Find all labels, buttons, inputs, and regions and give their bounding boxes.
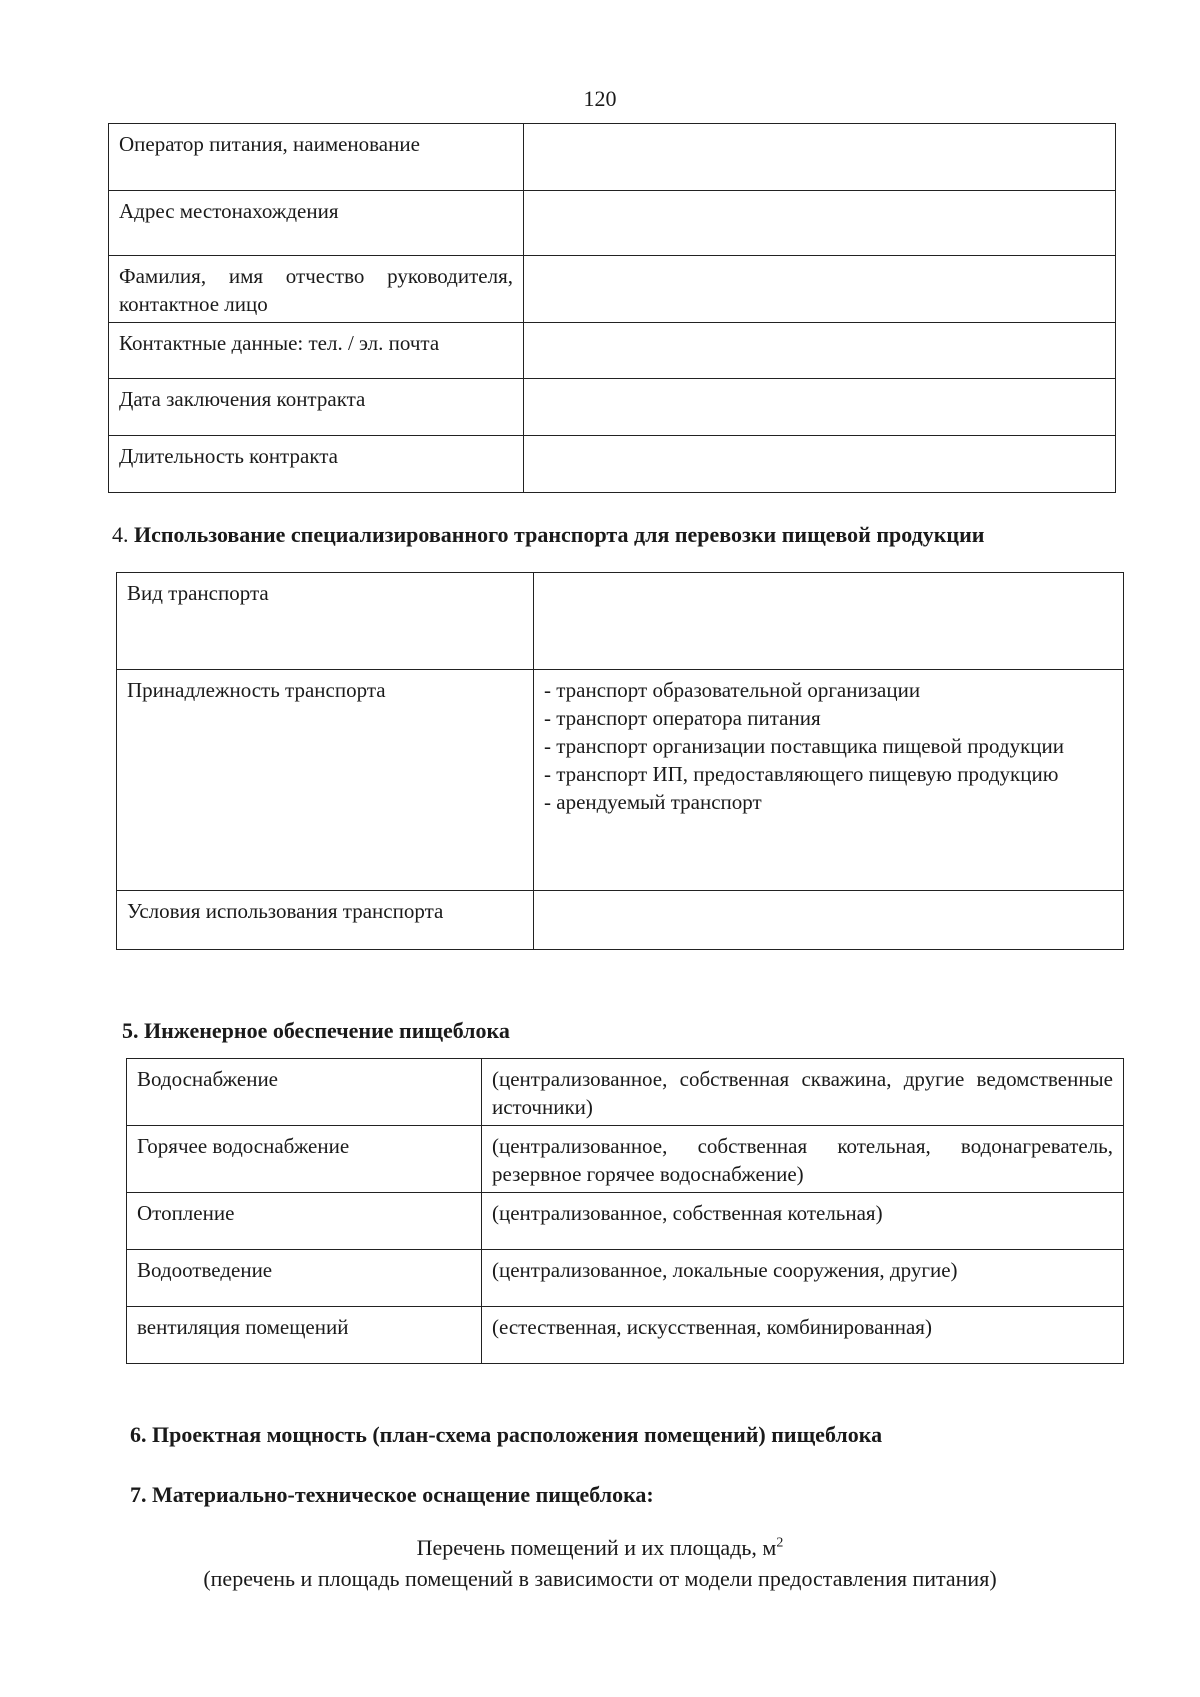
row-label: Водоснабжение — [127, 1059, 482, 1126]
row-label: Фамилия, имя отчество руководителя, контактное лицо — [109, 256, 524, 323]
row-label: Принадлежность транспорта — [117, 670, 534, 891]
transport-table — [116, 572, 1124, 950]
row-label: Оператор питания, наименование — [109, 124, 524, 191]
row-value — [524, 323, 1116, 379]
table-row — [127, 1193, 1124, 1250]
row-value: (централизованное, собственная скважина, другие ведомственные источники) — [482, 1059, 1124, 1126]
table-row — [109, 256, 1116, 323]
row-value: (централизованное, локальные сооружения, другие) — [482, 1250, 1124, 1307]
premises-list-subcaption: (перечень и площадь помещений в зависимости от модели предоставления питания) — [203, 1566, 997, 1591]
option-item: - транспорт организации поставщика пищевой продукции — [544, 734, 1065, 758]
table-row — [109, 323, 1116, 379]
row-label: вентиляция помещений — [127, 1307, 482, 1364]
row-label: Отопление — [127, 1193, 482, 1250]
section-6-heading: 6. Проектная мощность (план-схема расположения помещений) пищеблока — [130, 1422, 883, 1447]
section-4-number: 4. — [112, 522, 129, 547]
row-label: Водоотведение — [127, 1250, 482, 1307]
row-value — [534, 573, 1124, 670]
table-row — [117, 573, 1124, 670]
section-7-heading: 7. Материально-техническое оснащение пищеблока: — [130, 1482, 654, 1507]
row-label: Вид транспорта — [117, 573, 534, 670]
table-row — [117, 670, 1124, 891]
row-label: Горячее водоснабжение — [127, 1126, 482, 1193]
page-number: 120 — [583, 86, 617, 111]
row-value — [524, 256, 1116, 323]
row-label: Условия использования транспорта — [117, 891, 534, 950]
table-row — [109, 379, 1116, 436]
row-value — [524, 191, 1116, 256]
table-row — [127, 1126, 1124, 1193]
table-row — [109, 436, 1116, 493]
premises-list-caption — [0, 1535, 1200, 1561]
engineering-table — [126, 1058, 1124, 1364]
table-row — [127, 1307, 1124, 1364]
row-label: Дата заключения контракта — [109, 379, 524, 436]
row-label: Длительность контракта — [109, 436, 524, 493]
table-row — [127, 1059, 1124, 1126]
row-value: (естественная, искусственная, комбинированная) — [482, 1307, 1124, 1364]
table-row — [109, 191, 1116, 256]
row-value: (централизованное, собственная котельная) — [482, 1193, 1124, 1250]
caption-text: Перечень помещений и их площадь, м — [416, 1535, 777, 1560]
option-item: - транспорт ИП, предоставляющего пищевую продукцию — [544, 762, 1059, 786]
table-row — [117, 891, 1124, 950]
section-4-heading — [112, 522, 984, 548]
transport-ownership-options — [534, 670, 1124, 891]
caption-superscript: 2 — [776, 1535, 784, 1551]
option-item: - арендуемый транспорт — [544, 790, 762, 814]
row-label: Адрес местонахождения — [109, 191, 524, 256]
section-5-heading: 5. Инженерное обеспечение пищеблока — [122, 1018, 510, 1043]
row-value — [524, 436, 1116, 493]
section-4-title: Использование специализированного транспорта для перевозки пищевой продукции — [134, 522, 985, 547]
option-item: - транспорт оператора питания — [544, 706, 821, 730]
row-label: Контактные данные: тел. / эл. почта — [109, 323, 524, 379]
option-item: - транспорт образовательной организации — [544, 678, 921, 702]
table-row — [109, 124, 1116, 191]
row-value: (централизованное, собственная котельная, водонагреватель, резервное горячее водоснабжение) — [482, 1126, 1124, 1193]
operator-info-table — [108, 123, 1116, 493]
row-value — [524, 379, 1116, 436]
table-row — [127, 1250, 1124, 1307]
row-value — [534, 891, 1124, 950]
row-value — [524, 124, 1116, 191]
